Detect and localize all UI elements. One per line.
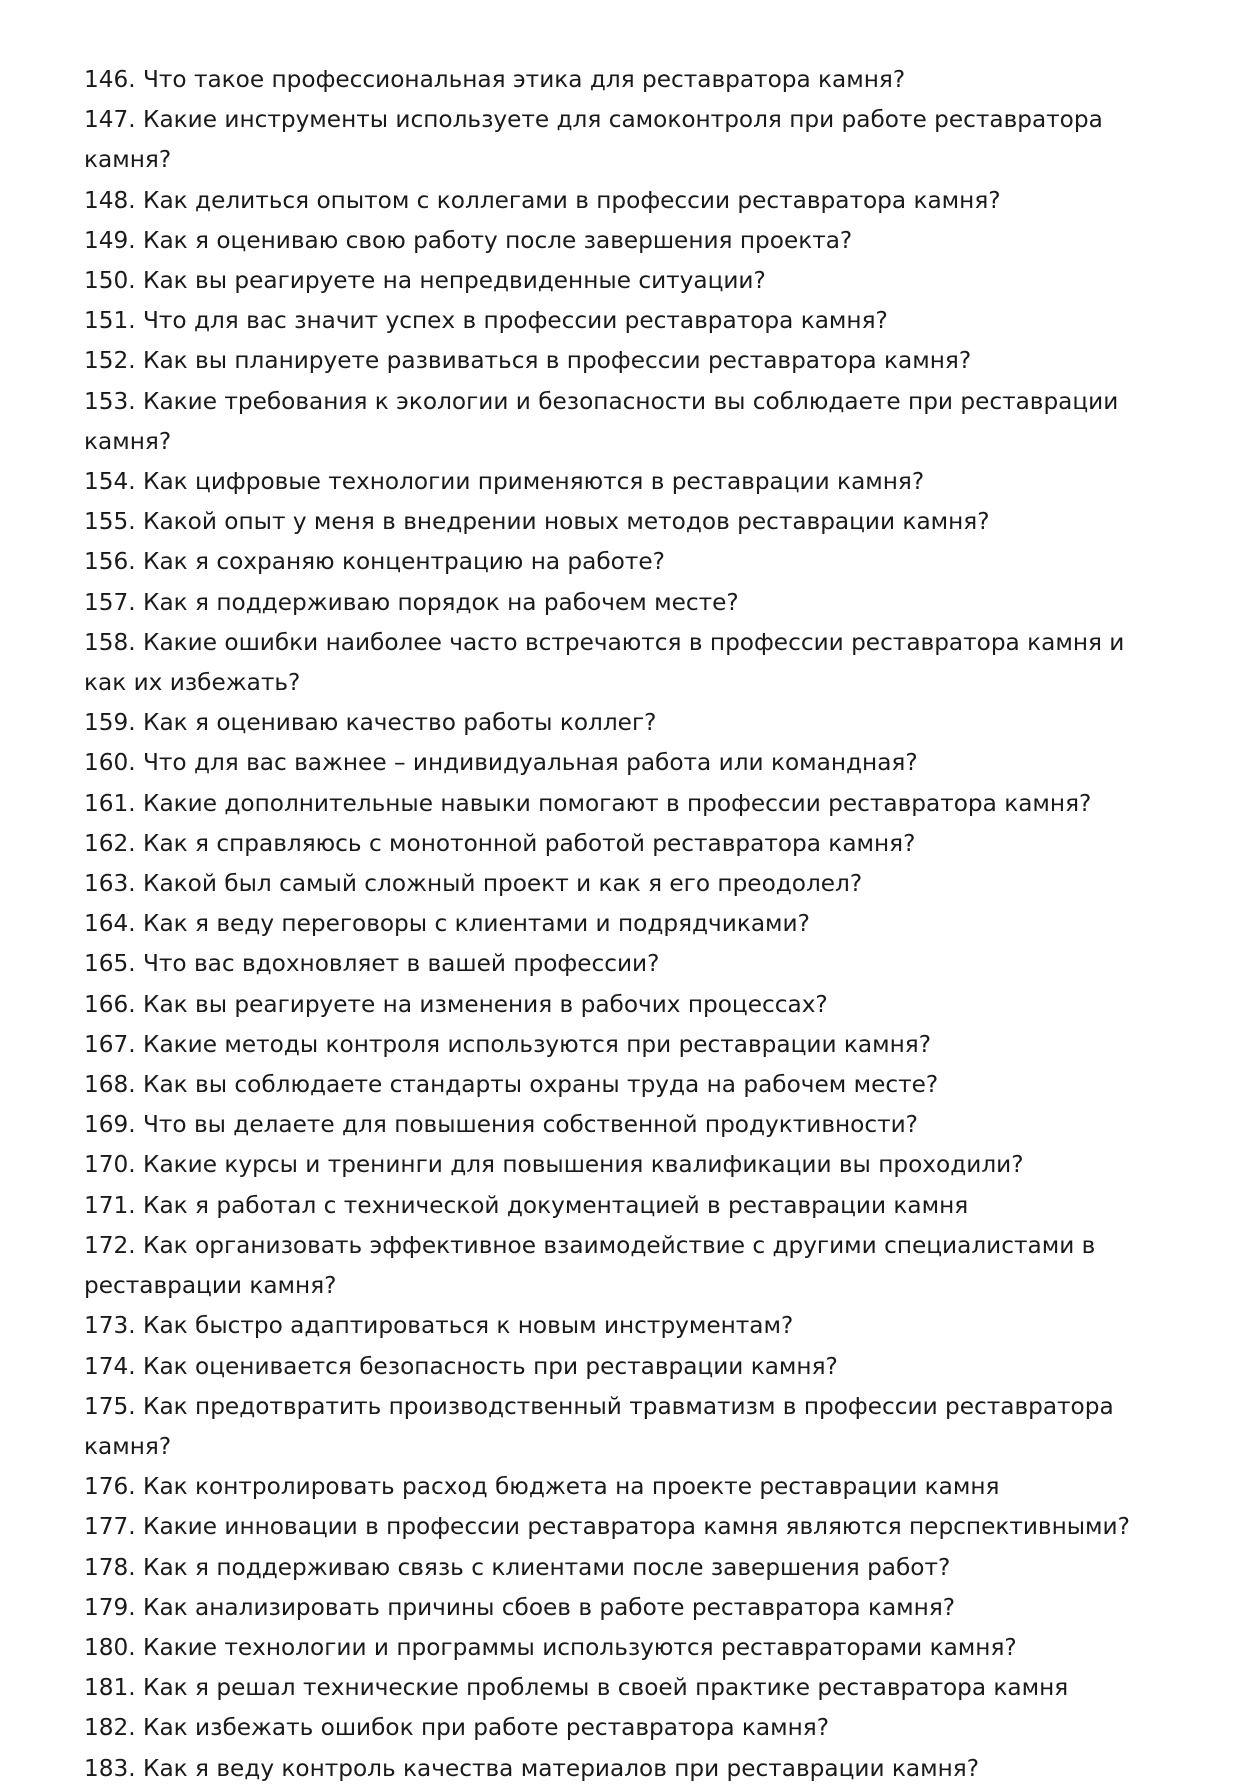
question-183: 183. Как я веду контроль качества материалов при реставрации камня? [84, 1754, 980, 1782]
question-157: 157. Как я поддерживаю порядок на рабочем месте? [84, 588, 739, 616]
question-153: 153. Какие требования к экологии и безопасности вы соблюдаете при реставрации камня? [84, 387, 1119, 455]
question-182: 182. Как избежать ошибок при работе реставратора камня? [84, 1714, 830, 1742]
question-166: 166. Как вы реагируете на изменения в рабочих процессах? [84, 990, 828, 1018]
question-178: 178. Как я поддерживаю связь с клиентами после завершения работ? [84, 1553, 951, 1581]
question-179: 179. Как анализировать причины сбоев в работе реставратора камня? [84, 1593, 956, 1621]
question-158: 158. Какие ошибки наиболее часто встречаются в профессии реставратора камня и как их избежать? [84, 628, 1125, 697]
question-152: 152. Как вы планируете развиваться в профессии реставратора камня? [84, 347, 972, 375]
question-159: 159. Как я оцениваю качество работы коллег? [84, 709, 657, 737]
question-181: 181. Как я решал технические проблемы в своей практике реставратора камня [84, 1674, 1069, 1702]
question-171: 171. Как я работал с технической документацией в реставрации камня [84, 1191, 969, 1219]
question-155: 155. Какой опыт у меня в внедрении новых методов реставрации камня? [84, 508, 990, 536]
question-176: 176. Как контролировать расход бюджета на проекте реставрации камня [84, 1473, 1000, 1501]
question-164: 164. Как я веду переговоры с клиентами и подрядчиками? [84, 910, 810, 938]
question-147: 147. Какие инструменты используете для самоконтроля при работе реставратора камня? [84, 106, 1103, 174]
question-165: 165. Что вас вдохновляет в вашей профессии? [84, 950, 660, 978]
question-150: 150. Как вы реагируете на непредвиденные ситуации? [84, 267, 766, 295]
question-167: 167. Какие методы контроля используются при реставрации камня? [84, 1030, 932, 1058]
question-list [84, 60, 1154, 1789]
question-151: 151. Что для вас значит успех в профессии реставратора камня? [84, 307, 888, 335]
question-156: 156. Как я сохраняю концентрацию на работе? [84, 548, 665, 576]
question-170: 170. Какие курсы и тренинги для повышения квалификации вы проходили? [84, 1151, 1024, 1179]
question-174: 174. Как оценивается безопасность при реставрации камня? [84, 1352, 838, 1380]
question-168: 168. Как вы соблюдаете стандарты охраны труда на рабочем месте? [84, 1071, 939, 1099]
question-172: 172. Как организовать эффективное взаимодействие с другими специалистами в реставрации камня? [84, 1231, 1096, 1300]
question-173: 173. Как быстро адаптироваться к новым инструментам? [84, 1312, 794, 1340]
question-160: 160. Что для вас важнее – индивидуальная работа или командная? [84, 749, 918, 777]
question-163: 163. Какой был самый сложный проект и как я его преодолел? [84, 870, 863, 898]
question-180: 180. Какие технологии и программы используются реставраторами камня? [84, 1633, 1017, 1661]
question-175: 175. Как предотвратить производственный травматизм в профессии реставратора камня? [84, 1392, 1114, 1460]
question-148: 148. Как делиться опытом с коллегами в профессии реставратора камня? [84, 186, 1001, 214]
question-149: 149. Как я оцениваю свою работу после завершения проекта? [84, 226, 853, 254]
question-161: 161. Какие дополнительные навыки помогают в профессии реставратора камня? [84, 789, 1092, 817]
question-177: 177. Какие инновации в профессии реставратора камня являются перспективными? [84, 1513, 1130, 1541]
question-162: 162. Как я справляюсь с монотонной работой реставратора камня? [84, 829, 916, 857]
question-154: 154. Как цифровые технологии применяются в реставрации камня? [84, 468, 925, 496]
question-169: 169. Что вы делаете для повышения собственной продуктивности? [84, 1111, 918, 1139]
question-146: 146. Что такое профессиональная этика для реставратора камня? [84, 66, 906, 93]
